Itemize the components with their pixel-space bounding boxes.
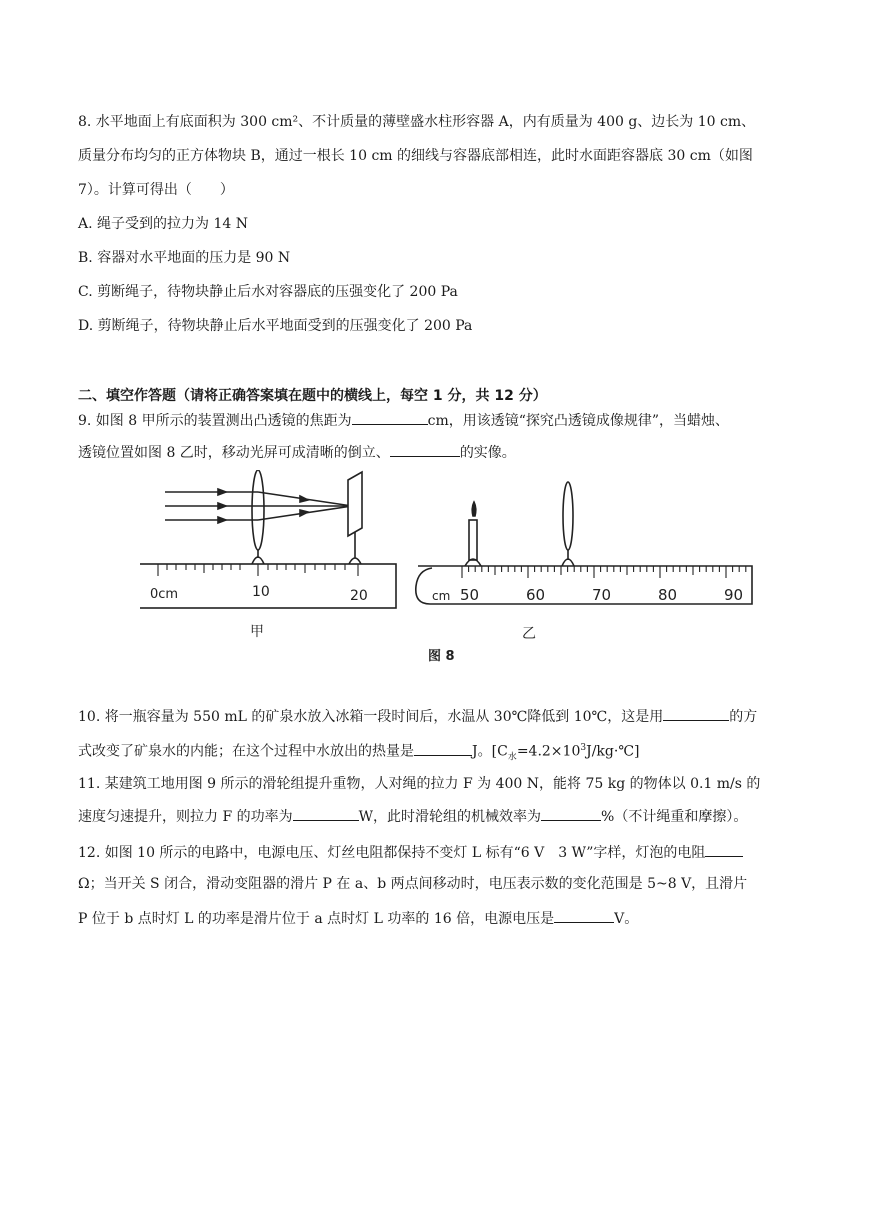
q9-text-c: 透镜位置如图 8 乙时，移动光屏可成清晰的倒立、	[78, 445, 390, 461]
q9-text-b: cm，用该透镜“探究凸透镜成像规律”，当蜡烛、	[427, 413, 730, 429]
q12-text-c: P 位于 b 点时灯 L 的功率是滑片位于 a 点时灯 L 功率的 16 倍，电源电压是	[78, 911, 555, 927]
ruler-b-tick-60: 60	[526, 586, 546, 604]
answer-blank[interactable]	[414, 741, 472, 756]
figure-label-a: 甲	[250, 624, 264, 640]
ruler-b-tick-80: 80	[658, 586, 678, 604]
q9-line-2	[78, 442, 516, 463]
q9-text-a: 9. 如图 8 甲所示的装置测出凸透镜的焦距为	[78, 413, 352, 429]
ruler-a-tick-20: 20	[350, 588, 368, 604]
q12-text-d: V。	[614, 911, 639, 927]
q12-line-1	[78, 842, 743, 863]
q10-text-e: =4.2×10	[516, 743, 581, 760]
q12-line-2: Ω；当开关 S 闭合，滑动变阻器的滑片 P 在 a、b 两点间移动时，电压表示数的变化范围是 5~8 V，且滑片	[78, 876, 748, 892]
figure-8	[140, 470, 780, 670]
q9-text-d: 的实像。	[459, 445, 516, 461]
q10-superscript: 3	[580, 743, 587, 753]
q8-line-2: 质量分布均匀的正方体物块 B，通过一根长 10 cm 的细线与容器底部相连，此时水面距容器底 30 cm（如图	[78, 148, 753, 164]
ruler-a-tick-0: 0cm	[150, 587, 179, 602]
q11-line-1: 11. 某建筑工地用图 9 所示的滑轮组提升重物，人对绳的拉力 F 为 400 N，能将 75 kg 的物体以 0.1 m/s 的	[78, 776, 761, 792]
ruler-b-unit: cm	[432, 589, 451, 603]
q10-text-c: 式改变了矿泉水的内能；在这个过程中水放出的热量是	[78, 743, 414, 760]
q8-option-c: C. 剪断绳子，待物块静止后水对容器底的压强变化了 200 Pa	[78, 284, 458, 300]
figure-caption: 图 8	[428, 649, 455, 664]
answer-blank[interactable]	[663, 706, 729, 721]
q12-text-a: 12. 如图 10 所示的电路中，电源电压、灯丝电阻都保持不变灯 L 标有“6 V 3 W”字样，灯泡的电阻	[78, 845, 706, 861]
q8-line-1: 8. 水平地面上有底面积为 300 cm²、不计质量的薄壁盛水柱形容器 A，内有质量为 400 g、边长为 10 cm、	[78, 114, 756, 130]
q8-line-3: 7）。计算可得出（ ）	[78, 182, 234, 198]
q8-option-b: B. 容器对水平地面的压力是 90 N	[78, 250, 291, 266]
q11-text-b: 速度匀速提升，则拉力 F 的功率为	[78, 809, 293, 825]
q10-text-f: J/kg·℃]	[586, 743, 640, 760]
ruler-b-tick-90: 90	[724, 586, 744, 604]
ruler-b-tick-70: 70	[592, 586, 612, 604]
figure-label-b: 乙	[522, 626, 536, 642]
q11-text-c: W，此时滑轮组的机械效率为	[358, 809, 542, 825]
q10-text-a: 10. 将一瓶容量为 550 mL 的矿泉水放入冰箱一段时间后，水温从 30℃降低到 10℃，这是用	[78, 709, 664, 725]
q10-text-b: 的方	[729, 709, 758, 725]
q11-text-d: %（不计绳重和摩擦）。	[601, 809, 748, 825]
q9-line-1	[78, 410, 729, 431]
answer-blank[interactable]	[352, 410, 428, 425]
ruler-a-tick-10: 10	[252, 584, 270, 600]
answer-blank[interactable]	[541, 806, 601, 821]
answer-blank[interactable]	[293, 806, 359, 821]
answer-blank[interactable]	[554, 908, 614, 923]
q10-line-1	[78, 706, 757, 727]
q10-subscript: 水	[507, 752, 517, 763]
answer-blank[interactable]	[705, 842, 743, 857]
ruler-b-tick-50: 50	[460, 586, 480, 604]
q10-text-d: J。[C	[472, 743, 508, 760]
q8-option-a: A. 绳子受到的拉力为 14 N	[78, 216, 248, 232]
section-heading: 二、填空作答题（请将正确答案填在题中的横线上，每空 1 分，共 12 分）	[78, 388, 547, 404]
q11-line-2	[78, 806, 747, 827]
q8-option-d: D. 剪断绳子，待物块静止后水平地面受到的压强变化了 200 Pa	[78, 318, 473, 334]
answer-blank[interactable]	[390, 442, 460, 457]
q12-line-3	[78, 908, 638, 929]
q10-line-2	[78, 738, 639, 767]
